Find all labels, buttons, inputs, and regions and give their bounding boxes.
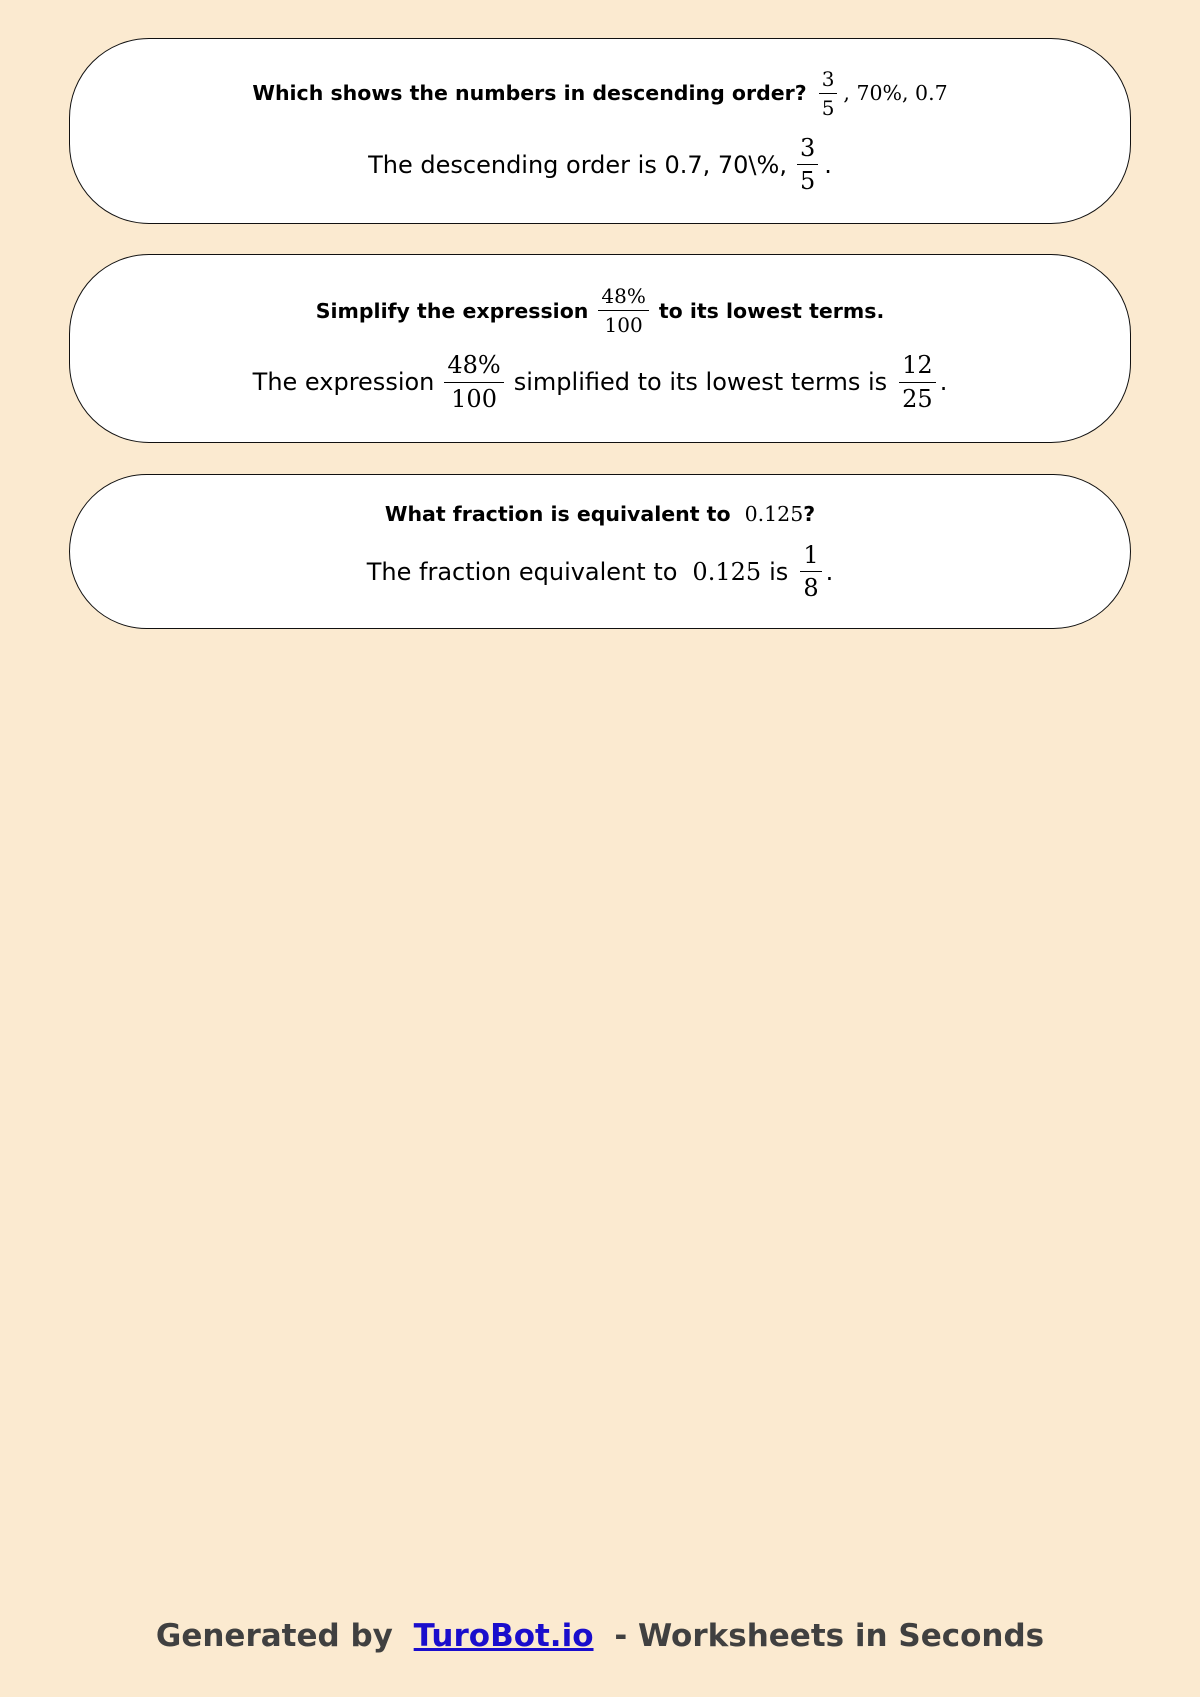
question-1-fraction-denominator: 5 — [821, 95, 835, 120]
question-3-before: What fraction is equivalent to — [384, 501, 731, 526]
question-2-fraction — [598, 285, 648, 336]
question-1-fraction — [819, 68, 838, 119]
answer-1-fraction-numerator: 3 — [797, 135, 818, 165]
question-1-fraction-numerator: 3 — [819, 68, 838, 94]
answer-1-fraction-denominator: 5 — [799, 167, 816, 195]
answer-1-text: The descending order is 0.7, 70\%, — [368, 150, 787, 179]
answer-1-tail: . — [824, 150, 832, 179]
answer-1-fraction — [797, 135, 818, 195]
turobot-link[interactable]: TuroBot.io — [413, 1618, 594, 1654]
question-2-after: to its lowest terms. — [658, 298, 885, 323]
question-3-math: 0.125 — [744, 501, 804, 526]
question-2-before: Simplify the expression — [315, 298, 589, 323]
answer-2-middle: simplified to its lowest terms is — [513, 368, 888, 396]
footer-prefix: Generated by — [155, 1618, 393, 1654]
answer-3-tail: . — [825, 557, 834, 586]
answer-2-fraction-2-numerator: 12 — [899, 352, 936, 382]
question-1-math-tail: , 70%, 0.7 — [843, 81, 948, 106]
answer-3 — [367, 542, 833, 602]
answer-3-fraction-numerator: 1 — [800, 542, 821, 572]
answer-3-fraction — [800, 542, 821, 602]
question-card-1 — [69, 38, 1131, 224]
question-1 — [252, 68, 947, 119]
answer-2-tail: . — [939, 368, 948, 396]
question-3-after: ? — [803, 501, 816, 526]
answer-3-fraction-denominator: 8 — [803, 574, 819, 602]
answer-2-fraction-1-denominator: 100 — [451, 384, 497, 413]
answer-3-before: The fraction equivalent to — [366, 557, 678, 586]
answer-2-before: The expression — [252, 368, 435, 396]
question-2-fraction-numerator: 48% — [598, 285, 648, 311]
answer-2-fraction-2-denominator: 25 — [902, 384, 933, 413]
question-1-text: Which shows the numbers in descending order? — [252, 81, 807, 106]
footer — [0, 1618, 1200, 1654]
answer-2-fraction-1-numerator: 48% — [444, 352, 503, 382]
question-card-2 — [69, 254, 1131, 443]
question-card-3 — [69, 474, 1131, 629]
answer-3-middle: is — [769, 557, 789, 586]
answer-3-math: 0.125 — [692, 557, 762, 586]
answer-2-fraction-2 — [899, 352, 936, 412]
answer-2 — [253, 352, 948, 412]
answer-2-fraction-1 — [444, 352, 503, 412]
question-2 — [316, 285, 885, 336]
question-2-fraction-denominator: 100 — [604, 313, 643, 338]
answer-1 — [368, 135, 832, 195]
footer-suffix: - Worksheets in Seconds — [614, 1618, 1045, 1654]
question-3 — [385, 502, 815, 526]
